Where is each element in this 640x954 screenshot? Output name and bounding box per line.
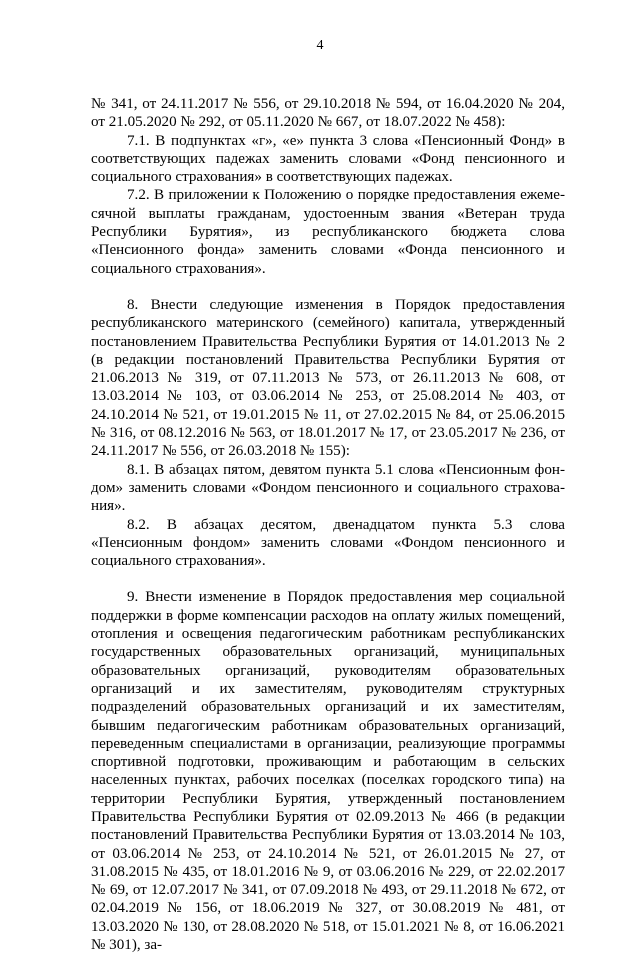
page-number: 4 [316, 38, 324, 53]
paragraph-7-2: 7.2. В приложении к Положению о порядке предоставления ежемесячной выплаты гражданам, удостоенным звания «Ветеран труда Республики Бурятия», из республиканского бюджета слова «Пенсионного фонда» заменить словами «Фонда пенсионного и социального страхования». [91, 187, 565, 277]
paragraph-7-1: 7.1. В подпунктах «г», «е» пункта 3 слова «Пенсионный Фонд» в соответствующих падежах заменить словами «Фонд пенсионного и социального страхования» в соответствующих падежах. [91, 132, 565, 186]
paragraph-continuation: № 341, от 24.11.2017 № 556, от 29.10.2018 № 594, от 16.04.2020 № 204, от 21.05.2020 № 292, от 05.11.2020 № 667, от 18.07.2022 № 458): [91, 96, 565, 131]
document-body [91, 95, 565, 954]
paragraph-8: 8. Внести следующие изменения в Порядок предоставления республиканского материнского (семейного) капитала, утвержденный постановлением Правительства Республики Бурятия от 14.01.2013 № 2 (в редакции постановлений Правительства Республики Бурятия от 21.06.2013 № 319, от 07.11.2013 № 573, от 26.11.2013 № 608, от 13.03.2014 № 103, от 03.06.2014 № 253, от 25.08.2014 № 403, от 24.10.2014 № 521, от 19.01.2015 № 11, от 27.02.2015 № 84, от 25.06.2015 № 316, от 08.12.2016 № 563, от 18.01.2017 № 17, от 23.05.2017 № 236, от 24.11.2017 № 556, от 26.03.2018 № 155): [91, 296, 565, 460]
paragraph-9: 9. Внести изменение в Порядок предоставления мер социальной поддержки в форме компенсации расходов на оплату жилых помещений, отопления и освещения педагогическим работникам республиканских государственных образовательных организаций, муниципальных образовательных организаций, руководителям образовательных организаций и их заместителям, руководителям структурных подразделений образовательных организаций и их заместителям, бывшим педагогическим работникам образовательных организаций, переведенным специалистами в организации, реализующие программы спортивной подготовки, проживающим и работающим в сельских населенных пунктах, рабочих поселках (поселках городского типа) на территории Республики Бурятия, утвержденный постановлением Правительства Республики Бурятия от 02.09.2013 № 466 (в редакции постановлений Правительства Республики Бурятия от 13.03.2014 № 103, от 03.06.2014 № 253, от 24.10.2014 № 521, от 26.01.2015 № 27, от 31.08.2015 № 435, от 18.01.2016 № 9, от 03.06.2016 № 229, от 22.02.2017 № 69, от 12.07.2017 № 341, от 07.09.2018 № 493, от 29.11.2018 № 672, от 02.04.2019 № 156, от 18.06.2019 № 327, от 30.08.2019 № 481, от 13.03.2020 № 130, от 28.08.2020 № 518, от 15.01.2021 № 8, от 16.06.2021 № 301), за- [91, 589, 565, 954]
paragraph-8-2: 8.2. В абзацах десятом, двенадцатом пункта 5.3 слова «Пенсионным фондом» заменить словами «Фондом пенсионного и социального страхования». [91, 516, 565, 570]
paragraph-8-1: 8.1. В абзацах пятом, девятом пункта 5.1 слова «Пенсионным фондом» заменить словами «Фондом пенсионного и социального страхования». [91, 461, 565, 515]
